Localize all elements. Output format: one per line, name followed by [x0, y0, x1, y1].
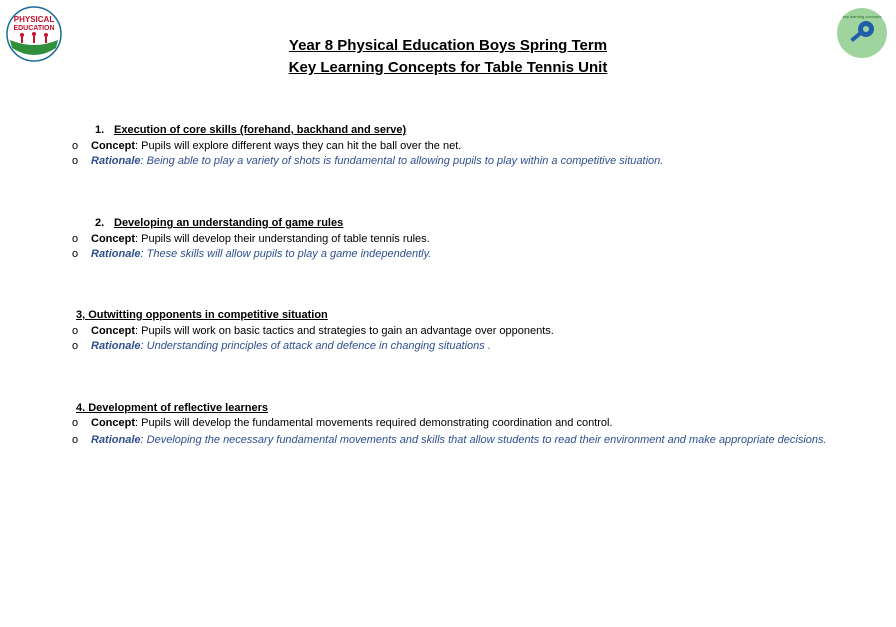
svg-text:EDUCATION: EDUCATION — [13, 25, 55, 32]
concept-item: o Concept: Pupils will explore different ways they can hit the ball over the net. — [72, 140, 462, 152]
rationale-item: o Rationale: Developing the necessary fundamental movements and skills that allow students to read their environment and make appropriate decisions. — [72, 434, 827, 446]
section-heading: 3, Outwitting opponents in competitive situation — [76, 309, 328, 321]
page-title: Year 8 Physical Education Boys Spring Term — [288, 37, 608, 54]
rationale-item: o Rationale: These skills will allow pupils to play a game independently. — [72, 248, 432, 260]
concept-item: o Concept: Pupils will work on basic tactics and strategies to gain an advantage over opponents. — [72, 325, 554, 337]
page-subtitle: Key Learning Concepts for Table Tennis Unit — [288, 59, 608, 76]
concept-item: o Concept: Pupils will develop the fundamental movements required demonstrating coordination and control. — [72, 417, 613, 429]
concept-item: o Concept: Pupils will develop their understanding of table tennis rules. — [72, 233, 430, 245]
svg-text:PHYSICAL: PHYSICAL — [13, 15, 55, 24]
rationale-item: o Rationale: Being able to play a variety of shots is fundamental to allowing pupils to play within a competitive situation. — [72, 155, 664, 167]
section-heading: 1. Execution of core skills (forehand, backhand and serve) — [95, 124, 407, 136]
section-heading: 4. Development of reflective learners — [76, 402, 268, 414]
rationale-item: o Rationale: Understanding principles of attack and defence in changing situations . — [72, 340, 491, 352]
section-heading: 2. Developing an understanding of game rules — [95, 217, 344, 229]
svg-text:key learning concepts: key learning concepts — [842, 14, 882, 19]
